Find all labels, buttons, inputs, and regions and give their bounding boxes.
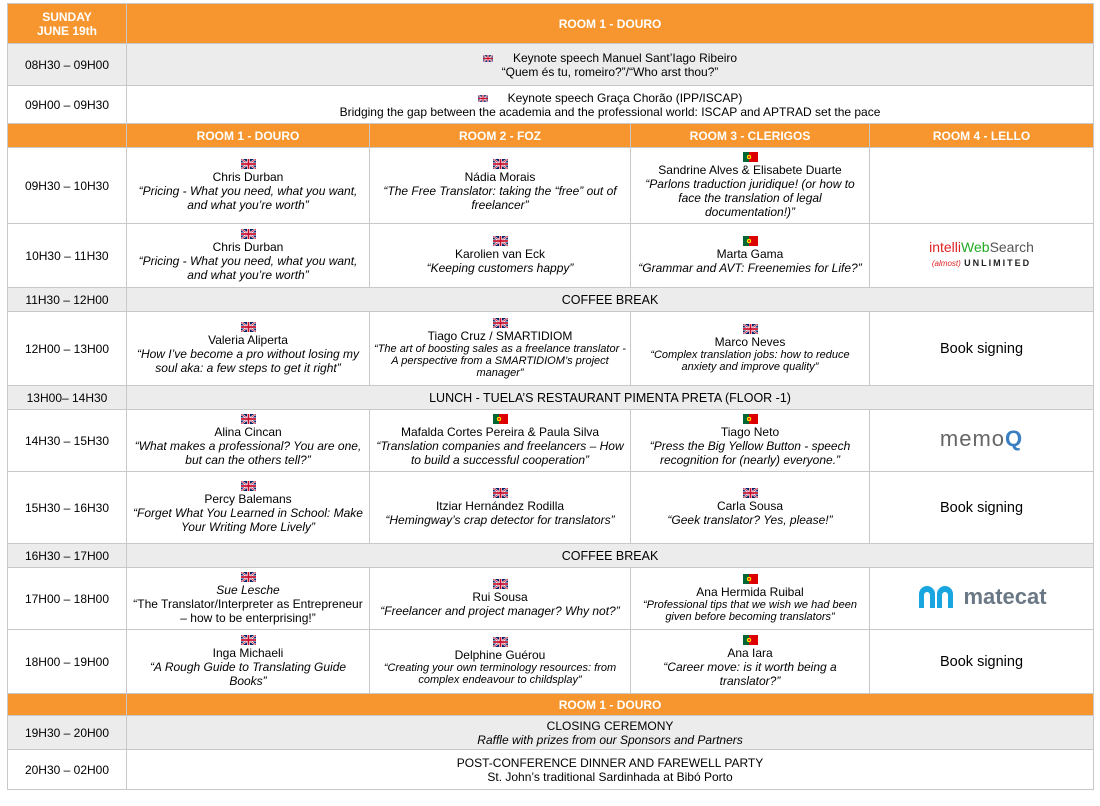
session-cell [127,568,370,630]
session-cell [631,148,870,224]
time-slot: 11H30 – 12H00 [8,288,127,312]
keynote-subtitle: Bridging the gap between the academia and the professional world: ISCAP and APTRAD set the pace [339,104,881,119]
event-title: CLOSING CEREMONY [546,718,674,733]
closing-row [8,716,1094,750]
session-cell [127,630,370,694]
speaker-name: Delphine Guérou [454,648,546,662]
talk-title: “Translation companies and freelancers – How to build a successful cooperation” [376,439,624,467]
rooms-header-row [8,124,1094,148]
pt-flag-icon [743,152,758,162]
talk-title: “What makes a professional? You are one, but can the others tell?” [134,439,362,467]
uk-flag-icon [241,229,256,239]
time-slot: 09H00 – 09H30 [8,86,127,124]
uk-flag-icon [493,579,508,589]
session-cell [631,630,870,694]
uk-flag-icon [493,488,508,498]
break-row [8,386,1094,410]
session-cell [127,472,370,544]
uk-flag-icon [241,635,256,645]
matecat-icon [916,584,960,610]
speaker-name: Mafalda Cortes Pereira & Paula Silva [400,425,600,439]
pt-flag-icon [743,635,758,645]
talk-title: “Geek translator? Yes, please!” [667,513,833,527]
pt-flag-icon [743,236,758,246]
intelliwebsearch-logo: intelliWebSearch (almost) UNLIMITED [929,239,1034,268]
schedule-table [7,3,1094,790]
session-cell [631,224,870,288]
room-header-1: ROOM 1 - DOURO [127,124,370,148]
speaker-name: Ana Iara [727,646,773,660]
main-room-header-2: ROOM 1 - DOURO [127,694,1094,716]
session-cell [127,224,370,288]
time-slot: 20H30 – 02H00 [8,750,127,790]
speaker-name: Sandrine Alves & Elisabete Duarte [658,163,842,177]
speaker-name: Tiago Cruz / SMARTIDIOM [427,329,573,343]
talk-title: “The Free Translator: taking the “free” out of freelancer” [383,184,617,212]
talk-title: “Hemingway’s crap detector for translators” [385,513,615,527]
time-slot: 13H00– 14H30 [8,386,127,410]
talk-title: “Professional tips that we wish we had been given before becoming translators” [642,599,857,623]
speaker-name: Alina Cincan [214,425,282,439]
session-cell [631,568,870,630]
session-cell [870,148,1094,224]
main-room-header: ROOM 1 - DOURO [127,4,1094,44]
talk-title: “Freelancer and project manager? Why not?” [380,604,620,618]
talk-title: “Career move: is it worth being a translator?” [663,660,837,688]
speaker-name: Marta Gama [716,247,784,261]
talk-title: “Pricing - What you need, what you want, and what you’re worth” [138,254,358,282]
speaker-name: Percy Balemans [204,492,292,506]
pt-flag-icon [493,414,508,424]
break-label: LUNCH - TUELA’S RESTAURANT PIMENTA PRETA (FLOOR -1) [127,386,1094,410]
uk-flag-icon [493,637,508,647]
session-cell [631,410,870,472]
session-row [8,630,1094,694]
speaker-name: Inga Michaeli [212,646,284,660]
day-name: SUNDAY [42,9,92,24]
book-signing-label: Book signing [940,653,1024,670]
uk-flag-icon [743,488,758,498]
closing-row [8,750,1094,790]
uk-flag-icon [241,481,256,491]
pt-flag-icon [743,414,758,424]
rooms-header-spacer [8,124,127,148]
book-signing-label: Book signing [940,499,1024,516]
session-cell [870,630,1094,694]
session-row [8,312,1094,386]
session-cell [127,410,370,472]
talk-title: “The art of boosting sales as a freelance translator - A perspective from a SMARTIDIOM’s project manager” [374,343,626,379]
speaker-name: Carla Sousa [716,499,784,513]
book-signing-label: Book signing [940,340,1024,357]
room-header-4: ROOM 4 - LELLO [870,124,1094,148]
talk-title: “Pricing - What you need, what you want, and what you’re worth” [138,184,358,212]
talk-title: “Forget What You Learned in School: Make Your Writing More Lively” [133,506,363,534]
session-cell [870,568,1094,630]
day-date: JUNE 19th [36,23,98,38]
session-row [8,568,1094,630]
speaker-name: Sue Lesche [216,583,280,597]
speaker-name: Marco Neves [714,335,786,349]
speaker-name: Chris Durban [212,240,284,254]
room-header-3: ROOM 3 - CLERIGOS [631,124,870,148]
uk-flag-icon [493,159,508,169]
speaker-name: Itziar Hernández Rodilla [435,499,565,513]
session-cell [870,312,1094,386]
session-cell [370,568,631,630]
speaker-name: Karolien van Eck [454,247,546,261]
uk-flag-icon [478,95,488,102]
event-subtitle: Raffle with prizes from our Sponsors and Partners [477,732,743,747]
event-title: POST-CONFERENCE DINNER AND FAREWELL PARTY [456,755,764,770]
talk-title: “A Rough Guide to Translating Guide Books” [149,660,347,688]
time-slot: 15H30 – 16H30 [8,472,127,544]
memoq-logo: memoQ [939,426,1024,451]
talk-title: “Press the Big Yellow Button - speech recognition for (nearly) everyone.” [649,439,851,467]
session-cell [870,224,1094,288]
session-cell [370,224,631,288]
speaker-name: Ana Hermida Ruibal [696,585,804,599]
session-cell [870,410,1094,472]
time-slot: 17H00 – 18H00 [8,568,127,630]
session-row [8,410,1094,472]
session-row [8,224,1094,288]
session-cell [127,148,370,224]
time-slot: 12H00 – 13H00 [8,312,127,386]
uk-flag-icon [743,324,758,334]
break-label: COFFEE BREAK [127,544,1094,568]
talk-title: “Keeping customers happy” [426,261,574,275]
speaker-name: Chris Durban [212,170,284,184]
closing-header-row [8,694,1094,716]
talk-title: “The Translator/Interpreter as Entrepreneur – how to be enterprising!” [133,597,363,625]
talk-title: “Parlons traduction juridique! (or how to face the translation of legal documentation!)” [645,177,855,219]
speaker-name: Nádia Morais [464,170,536,184]
closing-session [127,750,1094,790]
keynote-title: Keynote speech Graça Chorão (IPP/ISCAP) [507,90,743,105]
talk-title: “Complex translation jobs: how to reduce anxiety and improve quality” [650,349,850,373]
speaker-name: Tiago Neto [720,425,780,439]
speaker-name: Rui Sousa [472,590,528,604]
time-slot: 10H30 – 11H30 [8,224,127,288]
talk-title: “Creating your own terminology resources: from complex endeavour to childsplay” [383,662,617,686]
time-slot: 18H00 – 19H00 [8,630,127,694]
uk-flag-icon [493,236,508,246]
time-slot: 09H30 – 10H30 [8,148,127,224]
session-cell [127,312,370,386]
matecat-logo: matecat [916,584,1046,610]
closing-header-spacer [8,694,127,716]
talk-title: “Grammar and AVT: Freenemies for Life?” [638,261,862,275]
session-cell [370,148,631,224]
time-slot: 19H30 – 20H00 [8,716,127,750]
break-row [8,288,1094,312]
uk-flag-icon [241,322,256,332]
uk-flag-icon [241,159,256,169]
session-cell [631,472,870,544]
uk-flag-icon [483,55,493,62]
session-cell [870,472,1094,544]
uk-flag-icon [241,572,256,582]
talk-title: “How I’ve become a pro without losing my soul aka: a few steps to get it right” [136,347,360,375]
pt-flag-icon [743,574,758,584]
session-row [8,472,1094,544]
room-header-2: ROOM 2 - FOZ [370,124,631,148]
plenary-row [8,86,1094,124]
time-slot: 08H30 – 09H00 [8,44,127,86]
plenary-session [127,86,1094,124]
speaker-name: Valeria Aliperta [208,333,288,347]
header-row [8,4,1094,44]
time-slot: 16H30 – 17H00 [8,544,127,568]
session-cell [631,312,870,386]
session-cell [370,312,631,386]
plenary-session [127,44,1094,86]
closing-session [127,716,1094,750]
session-cell [370,472,631,544]
keynote-subtitle: “Quem és tu, romeiro?”/“Who arst thou?” [501,64,719,79]
time-slot: 14H30 – 15H30 [8,410,127,472]
uk-flag-icon [241,414,256,424]
day-label [8,4,127,44]
session-cell [370,630,631,694]
break-label: COFFEE BREAK [127,288,1094,312]
break-row [8,544,1094,568]
uk-flag-icon [493,318,508,328]
session-cell [370,410,631,472]
session-row [8,148,1094,224]
event-subtitle: St. John’s traditional Sardinhada at Bibó Porto [487,769,733,784]
plenary-row [8,44,1094,86]
keynote-title: Keynote speech Manuel Sant’Iago Ribeiro [512,50,738,65]
